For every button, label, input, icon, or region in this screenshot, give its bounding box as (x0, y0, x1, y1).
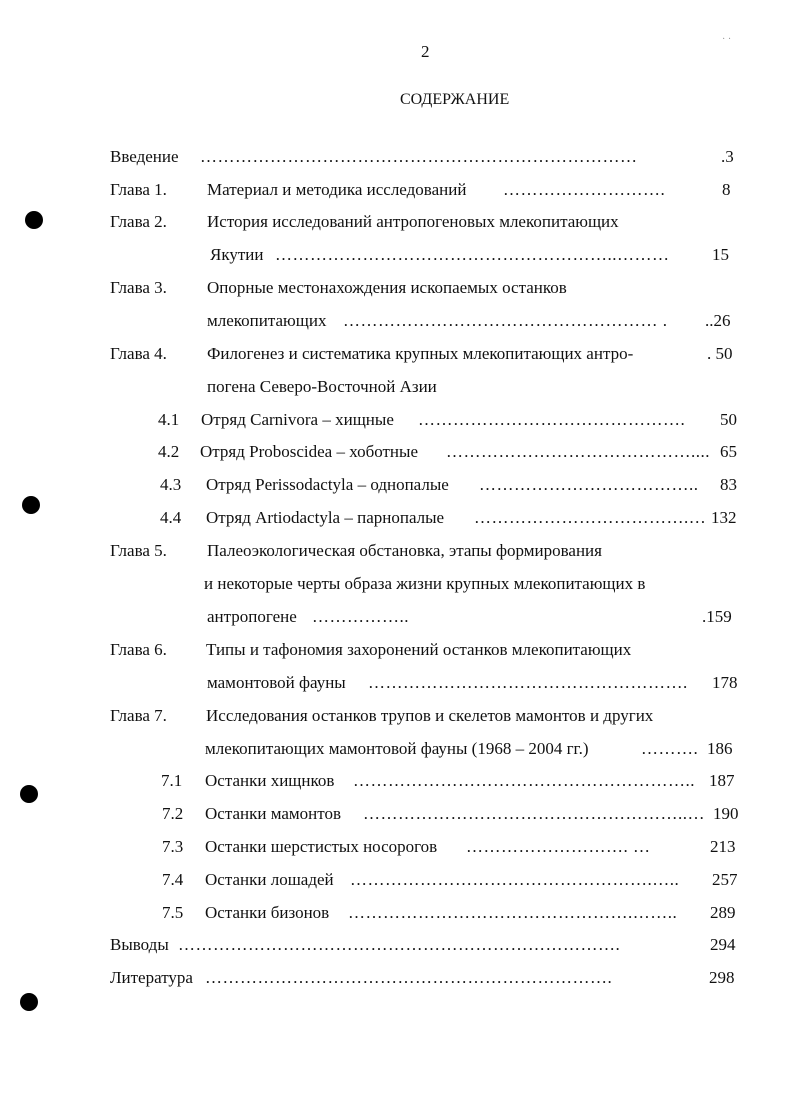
toc-leader: …………….. (312, 607, 409, 626)
toc-entry-title: Останки бизонов (205, 903, 330, 922)
toc-chapter-label: Глава 3. (110, 278, 167, 297)
toc-leader: ………………………. … (466, 837, 651, 856)
toc-entry-title: Выводы (110, 935, 169, 954)
toc-page: 83 (720, 475, 737, 494)
toc-leader: ……………………………….. (479, 475, 699, 494)
toc-chapter-label: Глава 6. (110, 640, 167, 659)
toc-entry-title: Отряд Artiodactyla – парнопалые (206, 508, 445, 527)
toc-leader: ………………………………………………..… (363, 804, 705, 823)
toc-page: 294 (710, 935, 736, 954)
toc-entry-title: История исследований антропогеновых млекопитающих (207, 212, 619, 231)
toc-leader: ………………………………………………….. (353, 771, 695, 790)
toc-section-number: 7.5 (162, 903, 184, 922)
toc-section-number: 7.1 (161, 771, 183, 790)
toc-entry-title-cont: и некоторые черты образа жизни крупных млекопитающих в (204, 574, 646, 593)
toc-entry-title-cont: млекопитающих мамонтовой фауны (1968 – 2004 гг.) (205, 739, 589, 758)
toc-entry-title: Введение (110, 147, 179, 166)
toc-page: 298 (709, 968, 735, 987)
toc-page: 178 (712, 673, 738, 692)
toc-leader: ………………………. (503, 180, 666, 199)
toc-entry-title: Отряд Carnivora – хищные (201, 410, 394, 429)
toc-page: 8 (722, 180, 731, 199)
toc-page: 65 (720, 442, 737, 461)
toc-page: 289 (710, 903, 736, 922)
toc-entry-title: Останки шерстистых носорогов (205, 837, 438, 856)
toc-entry-title: Филогенез и систематика крупных млекопитающих антро- (207, 344, 634, 363)
toc-leader: ………………………………………. (418, 410, 686, 429)
toc-page: 213 (710, 837, 736, 856)
binder-hole (25, 211, 43, 229)
toc-leader: …………………………………………………………………. (178, 935, 621, 954)
toc-leader: ………………………………………….…….. (348, 903, 678, 922)
toc-chapter-label: Глава 4. (110, 344, 167, 363)
toc-page: 132 (711, 508, 737, 527)
binder-hole (20, 785, 38, 803)
toc-section-number: 4.4 (160, 508, 182, 527)
toc-entry-title-cont: млекопитающих (207, 311, 327, 330)
toc-leader: ……………………………………………………………. (205, 968, 613, 987)
toc-entry-title-cont: антропогене (207, 607, 297, 626)
toc-entry-title: Материал и методика исследований (207, 180, 467, 199)
toc-chapter-label: Глава 1. (110, 180, 167, 199)
toc-entry-title: Исследования останков трупов и скелетов мамонтов и других (206, 706, 654, 725)
toc-page: 187 (709, 771, 735, 790)
toc-section-number: 4.3 (160, 475, 182, 494)
toc-page: 15 (712, 245, 729, 264)
toc-entry-title: Останки хищнков (205, 771, 335, 790)
toc-entry-title: Опорные местонахождения ископаемых останков (207, 278, 567, 297)
toc-leader: ……………………………….… (474, 508, 707, 527)
toc-page: 50 (720, 410, 737, 429)
toc-leader: ………. (641, 739, 699, 758)
binder-hole (20, 993, 38, 1011)
toc-entry-title-cont: Якутии (210, 245, 264, 264)
toc-page: .3 (721, 147, 734, 166)
toc-entry-title: Литература (110, 968, 193, 987)
page-number: 2 (421, 42, 430, 61)
toc-page: . 50 (707, 344, 733, 363)
toc-entry-title: Типы и тафономия захоронений останков млекопитающих (206, 640, 632, 659)
toc-leader: ………………………………………………………………… (200, 147, 638, 166)
toc-entry-title: Отряд Perissodactyla – однопалые (206, 475, 449, 494)
toc-entry-title: Останки лошадей (205, 870, 334, 889)
toc-leader: …………………………………………………..……… (275, 245, 670, 264)
toc-entry-title: Отряд Proboscidea – хоботные (200, 442, 418, 461)
toc-section-number: 4.2 (158, 442, 180, 461)
toc-page: 190 (713, 804, 739, 823)
toc-entry-title-cont: погена Северо-Восточной Азии (207, 377, 437, 396)
page-title: СОДЕРЖАНИЕ (400, 91, 510, 108)
toc-page: ..26 (705, 311, 731, 330)
toc-section-number: 7.2 (162, 804, 184, 823)
toc-leader: …………………………………………….….. (350, 870, 680, 889)
toc-section-number: 7.4 (162, 870, 184, 889)
toc-section-number: 7.3 (162, 837, 184, 856)
toc-entry-title: Останки мамонтов (205, 804, 341, 823)
toc-leader: ………………………………………………. (368, 673, 688, 692)
toc-chapter-label: Глава 7. (110, 706, 167, 725)
toc-section-number: 4.1 (158, 410, 180, 429)
toc-page: 186 (707, 739, 733, 758)
toc-chapter-label: Глава 5. (110, 541, 167, 560)
toc-entry-title-cont: мамонтовой фауны (207, 673, 346, 692)
toc-entry-title: Палеоэкологическая обстановка, этапы формирования (207, 541, 602, 560)
corner-mark: · · (722, 34, 732, 45)
toc-page: .159 (702, 607, 732, 626)
toc-page: 257 (712, 870, 738, 889)
binder-hole (22, 496, 40, 514)
toc-chapter-label: Глава 2. (110, 212, 167, 231)
toc-leader: ……………………………………………… . (343, 311, 668, 330)
toc-leader: …………………………………….... (446, 442, 710, 461)
